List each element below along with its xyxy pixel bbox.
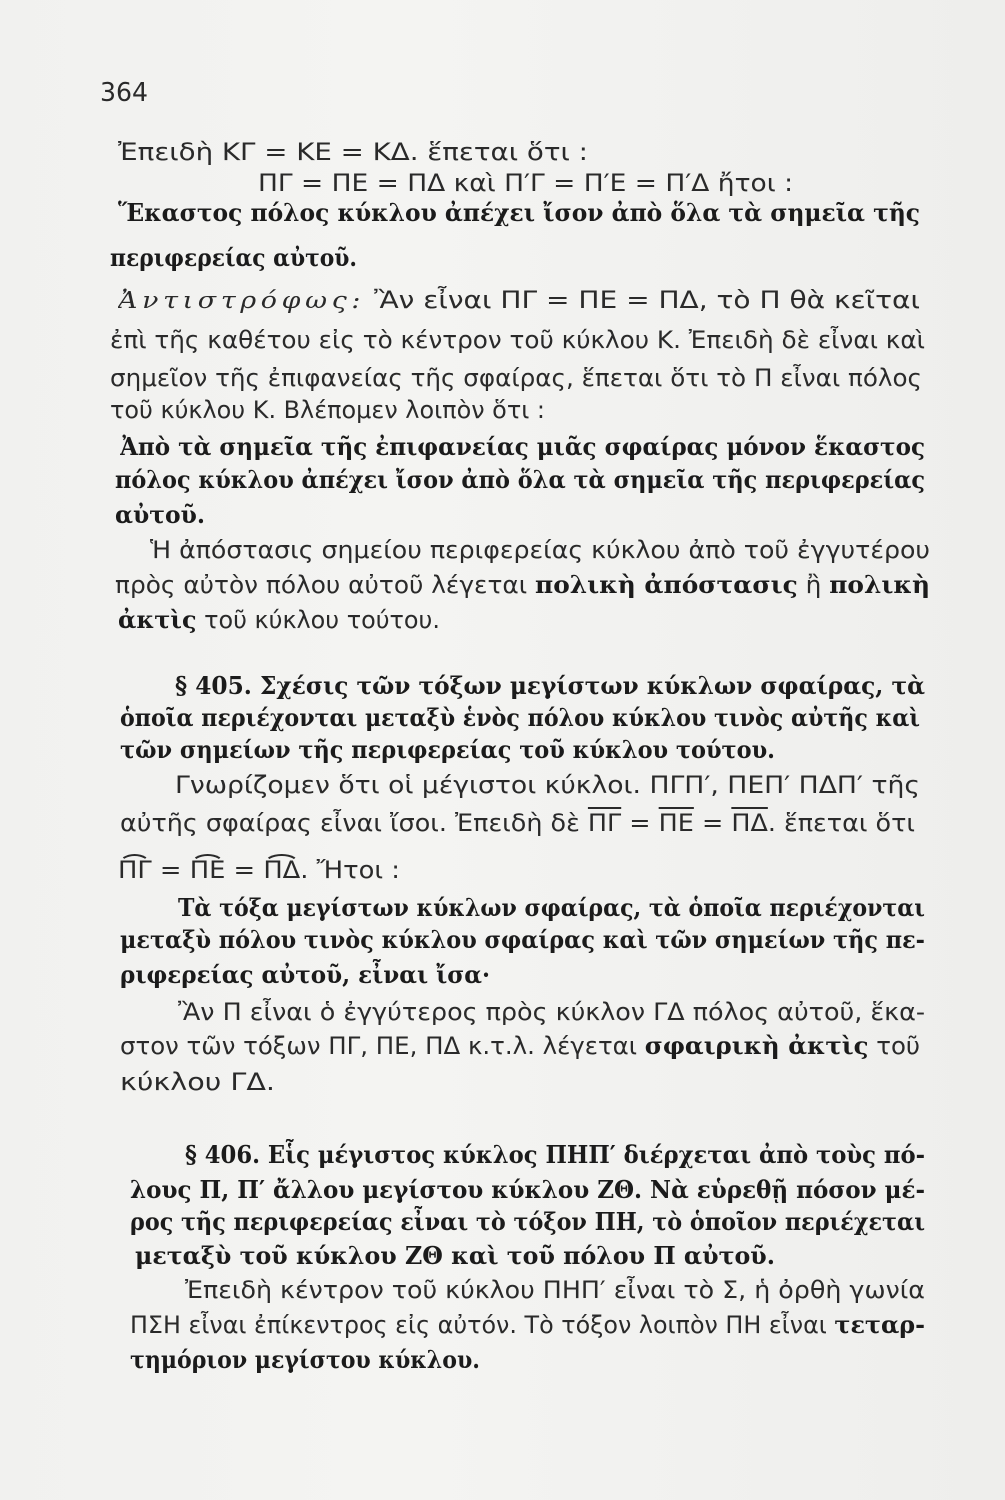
line-text: τοῦ <box>868 1032 920 1060</box>
line-text: μεταξὺ τοῦ κύκλου ΖΘ καὶ τοῦ πόλου Π αὐτοῦ. <box>135 1241 775 1270</box>
line-text: ἐπὶ τῆς καθέτου εἰς τὸ κέντρον τοῦ κύκλου Κ. Ἐπειδὴ δὲ εἶναι καὶ <box>110 326 925 354</box>
statement-line <box>120 959 490 991</box>
body-line <box>118 136 588 168</box>
segment-overline: $\overline{\Pi\Gamma}$ <box>587 809 622 837</box>
line-text: μεταξὺ πόλου τινὸς κύκλου σφαίρας καὶ τῶν σημείων τῆς πε- <box>120 925 925 954</box>
line-text: αὐτοῦ. <box>115 500 205 529</box>
line-text: πρὸς αὐτὸν πόλου αὐτοῦ λέγεται <box>115 571 536 599</box>
line-text: . ἕπεται ὅτι <box>767 809 915 837</box>
statement-line <box>115 464 925 496</box>
body-line <box>118 604 440 636</box>
line-text: ἢ <box>797 571 830 599</box>
line-text: Γνωρίζομεν ὅτι οἱ μέγιστοι κύκλοι. ΠΓΠ′, ΠΕΠ′ ΠΔΠ′ τῆς <box>175 771 920 799</box>
line-text: τῶν σημείων τῆς περιφερείας τοῦ κύκλου τούτου. <box>120 735 775 764</box>
line-content <box>118 604 440 636</box>
bold-term: ἀκτὶς <box>118 605 197 634</box>
bold-term: τημόριον μεγίστου κύκλου. <box>130 1345 480 1374</box>
line-text: τοῦ κύκλου Κ. Βλέπομεν λοιπὸν ὅτι : <box>110 396 545 424</box>
body-line <box>120 807 915 839</box>
equals-sign: = <box>621 809 659 837</box>
body-line <box>175 769 920 801</box>
segment-overline: $\overline{\Pi E}$ <box>658 809 694 837</box>
line-text: λους Π, Π′ ἄλλου μεγίστου κύκλου ΖΘ. Νὰ εὑρεθῇ πόσον μέ- <box>130 1175 925 1204</box>
line-text: στον τῶν τόξων ΠΓ, ΠΕ, ΠΔ κ.τ.λ. λέγεται <box>120 1032 645 1060</box>
equation-line <box>258 167 793 199</box>
bold-term: τεταρ- <box>834 1310 925 1339</box>
line-text: . Ἤτοι : <box>300 856 400 884</box>
line-text: Ἀπὸ τὰ σημεῖα τῆς ἐπιφανείας μιᾶς σφαίρας μόνον ἕκαστος <box>120 432 925 461</box>
arc-notation: ΠΔ <box>263 856 301 884</box>
problem-line <box>130 1174 925 1206</box>
line-text: κύκλου ΓΔ. <box>120 1068 275 1096</box>
line-content <box>115 569 930 601</box>
equals-sign: = <box>225 856 264 884</box>
line-text: ὁποῖα περιέχονται μεταξὺ ἑνὸς πόλου κύκλου τινὸς αὐτῆς καὶ <box>120 703 920 732</box>
line-text: Ἂν Π εἶναι ὁ ἐγγύτερος πρὸς κύκλον ΓΔ πόλος αὐτοῦ, ἕκα- <box>178 998 925 1026</box>
line-text: ρος τῆς περιφερείας εἶναι τὸ τόξον ΠΗ, τὸ ὁποῖον περιέχεται <box>130 1207 925 1236</box>
equals-sign: = <box>151 856 190 884</box>
bold-term: πολικὴ <box>829 570 930 599</box>
body-line <box>115 569 930 601</box>
line-content <box>118 854 400 886</box>
equals-sign: = <box>693 809 732 837</box>
body-line <box>150 534 930 566</box>
line-text: πόλος κύκλου ἀπέχει ἴσον ἀπὸ ὅλα τὰ σημεῖα τῆς περιφερείας <box>115 465 925 494</box>
statement-line <box>115 499 205 531</box>
line-text: περιφερείας αὐτοῦ. <box>110 243 357 272</box>
converse-label: Ἀντιστρόφως: <box>118 288 366 314</box>
problem-line <box>135 1240 775 1272</box>
statement-line <box>178 892 925 924</box>
line-text: αὐτῆς σφαίρας εἶναι ἴσοι. Ἐπειδὴ δὲ <box>120 809 588 837</box>
section-406-heading <box>185 1139 925 1171</box>
segment-overline: $\overline{\Pi\Delta}$ <box>731 809 768 837</box>
section-405-heading <box>175 670 925 702</box>
line-text: Ἂν εἶναι ΠΓ = ΠΕ = ΠΔ, τὸ Π θὰ κεῖται <box>365 286 920 314</box>
line-text: Τὰ τόξα μεγίστων κύκλων σφαίρας, τὰ ὁποῖα περιέχονται <box>178 893 925 922</box>
bold-term: πολικὴ ἀπόστασις <box>535 570 798 599</box>
body-line <box>110 324 925 356</box>
line-text: σημεῖον τῆς ἐπιφανείας τῆς σφαίρας, ἕπεται ὅτι τὸ Π εἶναι πόλος <box>110 364 922 392</box>
page-number-line <box>100 77 148 109</box>
line-text: ριφερείας αὐτοῦ, εἶναι ἴσα· <box>120 960 490 989</box>
arc-notation: ΠΕ <box>189 856 226 884</box>
line-text: Ἡ ἀπόστασις σημείου περιφερείας κύκλου ἀπὸ τοῦ ἐγγυτέρου <box>150 536 930 564</box>
arc-notation: ΠΓ <box>118 856 152 884</box>
body-line <box>178 996 925 1028</box>
statement-line <box>120 924 925 956</box>
problem-line <box>130 1206 925 1238</box>
section-heading-line <box>120 734 775 766</box>
page-number: 364 <box>100 78 148 108</box>
line-text: § 406. Εἷς μέγιστος κύκλος ΠΗΠ′ διέρχεται ἀπὸ τοὺς πό- <box>185 1140 925 1169</box>
line-text: τοῦ κύκλου τούτου. <box>196 606 440 634</box>
statement-line <box>120 431 925 463</box>
line-text: ΠΓ = ΠΕ = ΠΔ καὶ Π′Γ = Π′Ε = Π′Δ ἤτοι : <box>258 169 793 197</box>
statement-line <box>118 197 920 229</box>
body-line <box>120 1066 275 1098</box>
line-text: § 405. Σχέσις τῶν τόξων μεγίστων κύκλων σφαίρας, τὰ <box>175 671 925 700</box>
body-line <box>118 854 400 886</box>
bold-term: σφαιρικὴ ἀκτὶς <box>644 1031 869 1060</box>
body-line <box>185 1274 925 1306</box>
body-line <box>130 1309 925 1341</box>
line-text: Ἐπειδὴ ΚΓ = ΚΕ = ΚΔ. ἕπεται ὅτι : <box>118 138 588 166</box>
section-heading-line <box>120 702 920 734</box>
line-content <box>130 1309 925 1341</box>
body-line <box>130 1344 480 1376</box>
line-text: ΠΣΗ εἶναι ἐπίκεντρος εἰς αὐτόν. Τὸ τόξον λοιπὸν ΠΗ εἶναι <box>130 1311 835 1339</box>
body-line <box>120 1030 920 1062</box>
body-line <box>118 284 920 316</box>
line-content <box>120 807 915 839</box>
line-content <box>118 284 920 316</box>
line-content <box>120 1030 920 1062</box>
body-line <box>110 394 545 426</box>
statement-line <box>110 242 357 274</box>
body-line <box>110 362 922 394</box>
line-text: Ἐπειδὴ κέντρον τοῦ κύκλου ΠΗΠ′ εἶναι τὸ Σ, ἡ ὀρθὴ γωνία <box>185 1276 925 1304</box>
line-text: Ἕκαστος πόλος κύκλου ἀπέχει ἴσον ἀπὸ ὅλα τὰ σημεῖα τῆς <box>118 198 920 227</box>
